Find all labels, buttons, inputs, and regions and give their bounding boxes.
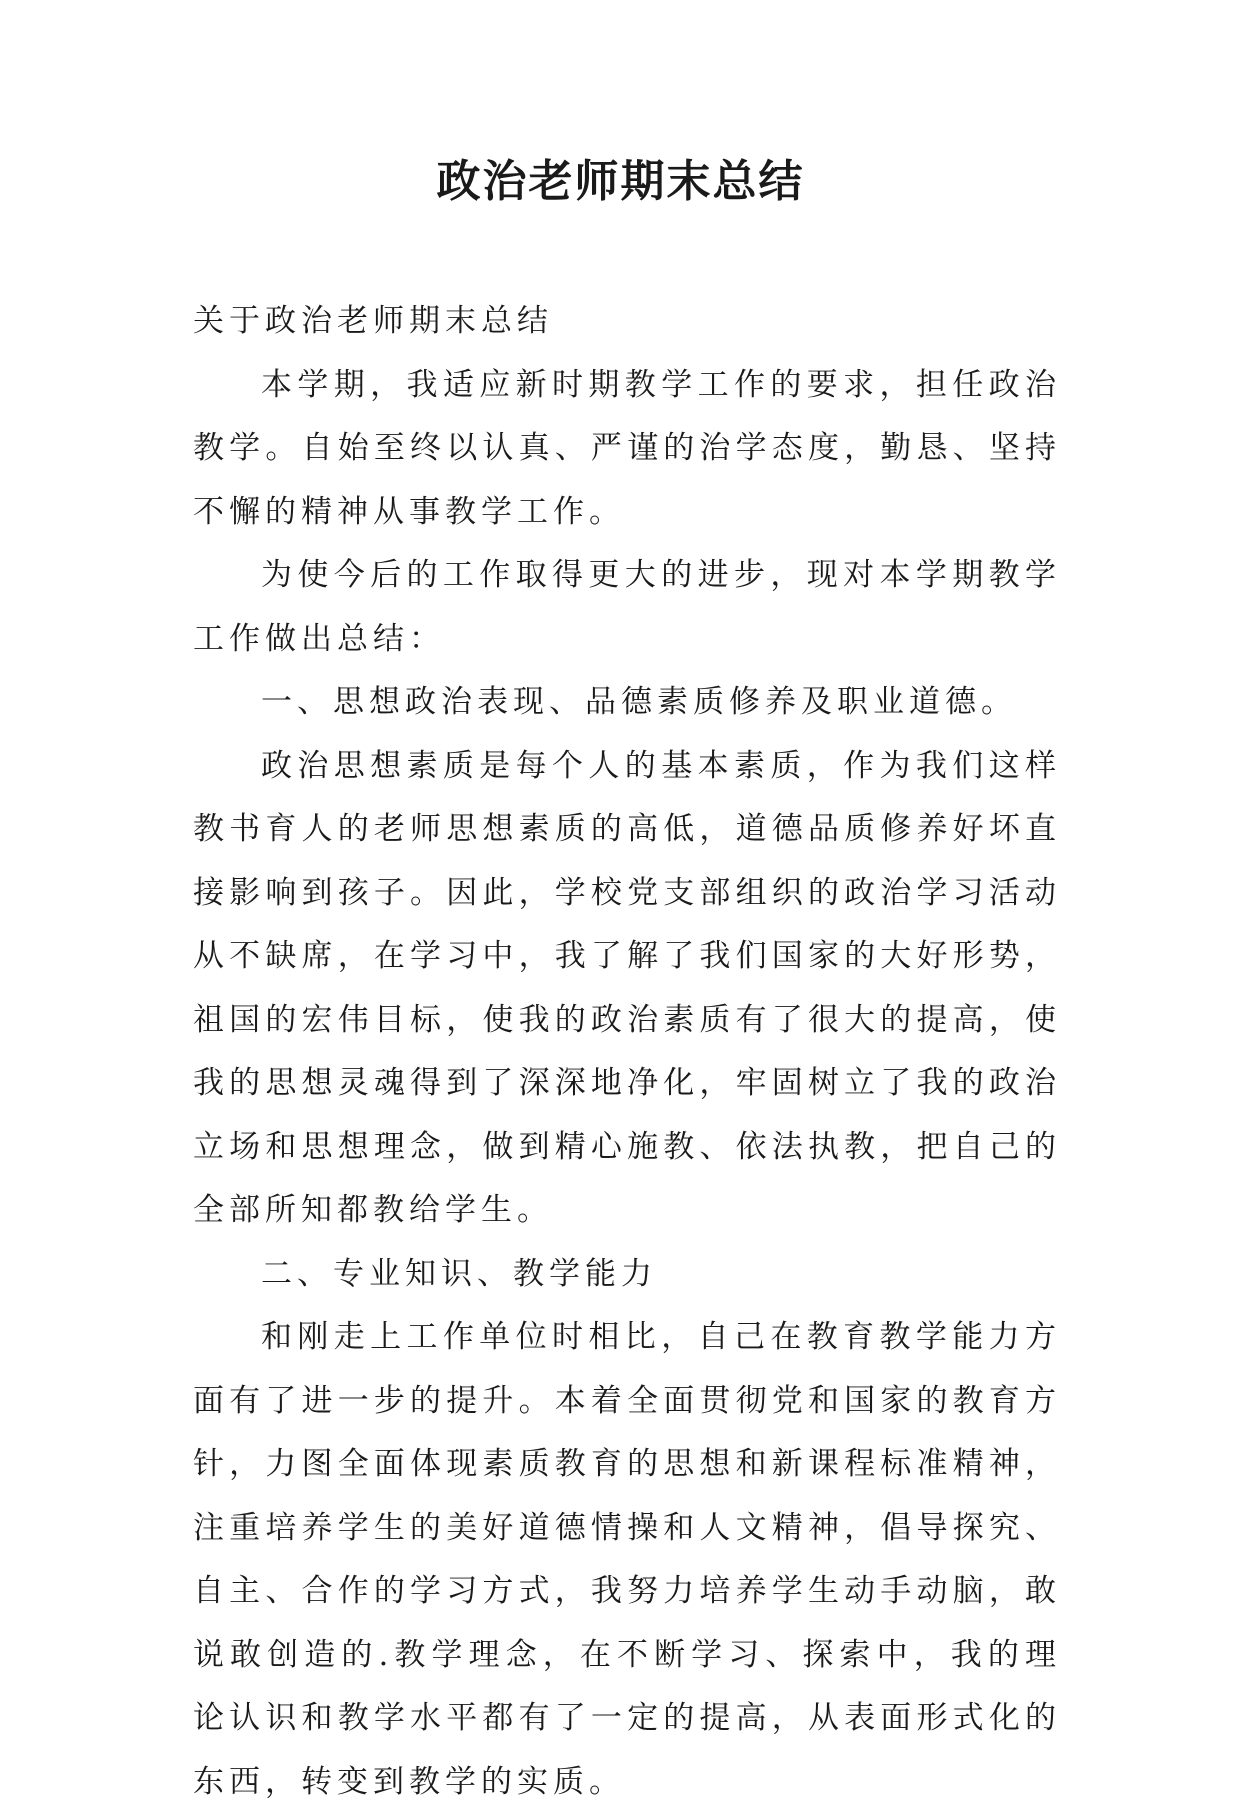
summary-lead-paragraph: 为使今后的工作取得更大的进步，现对本学期教学工作做出总结： <box>193 557 1061 657</box>
section-1-paragraph: 政治思想素质是每个人的基本素质，作为我们这样教书育人的老师思想素质的高低，道德品质修养好坏直接影响到孩子。因此，学校党支部组织的政治学习活动从不缺席，在学习中，我了解了我们国家的大好形势，祖国的宏伟目标，使我的政治素质有了很大的提高，使我的思想灵魂得到了深深地净化，牢固树立了我的政治立场和思想理念，做到精心施教、依法执教，把自己的全部所知都教给学生。 <box>193 747 1061 1228</box>
intro-paragraph: 本学期，我适应新时期教学工作的要求，担任政治教学。自始至终以认真、严谨的治学态度，勤恳、坚持不懈的精神从事教学工作。 <box>193 366 1061 530</box>
subtitle-paragraph: 关于政治老师期末总结 <box>193 303 553 339</box>
document-body <box>193 290 1061 1814</box>
section-heading-1: 一、思想政治表现、品德素质修养及职业道德。 <box>261 684 1017 720</box>
section-2-paragraph: 和刚走上工作单位时相比，自己在教育教学能力方面有了进一步的提升。本着全面贯彻党和国家的教育方针，力图全面体现素质教育的思想和新课程标准精神，注重培养学生的美好道德情操和人文精神，倡导探究、自主、合作的学习方式，我努力培养学生动手动脑，敢说敢创造的.教学理念，在不断学习、探索中，我的理论认识和教学水平都有了一定的提高，从表面形式化的东西，转变到教学的实质。 <box>193 1319 1061 1800</box>
document-title: 政治老师期末总结 <box>436 156 805 207</box>
section-heading-2: 二、专业知识、教学能力 <box>261 1255 657 1292</box>
